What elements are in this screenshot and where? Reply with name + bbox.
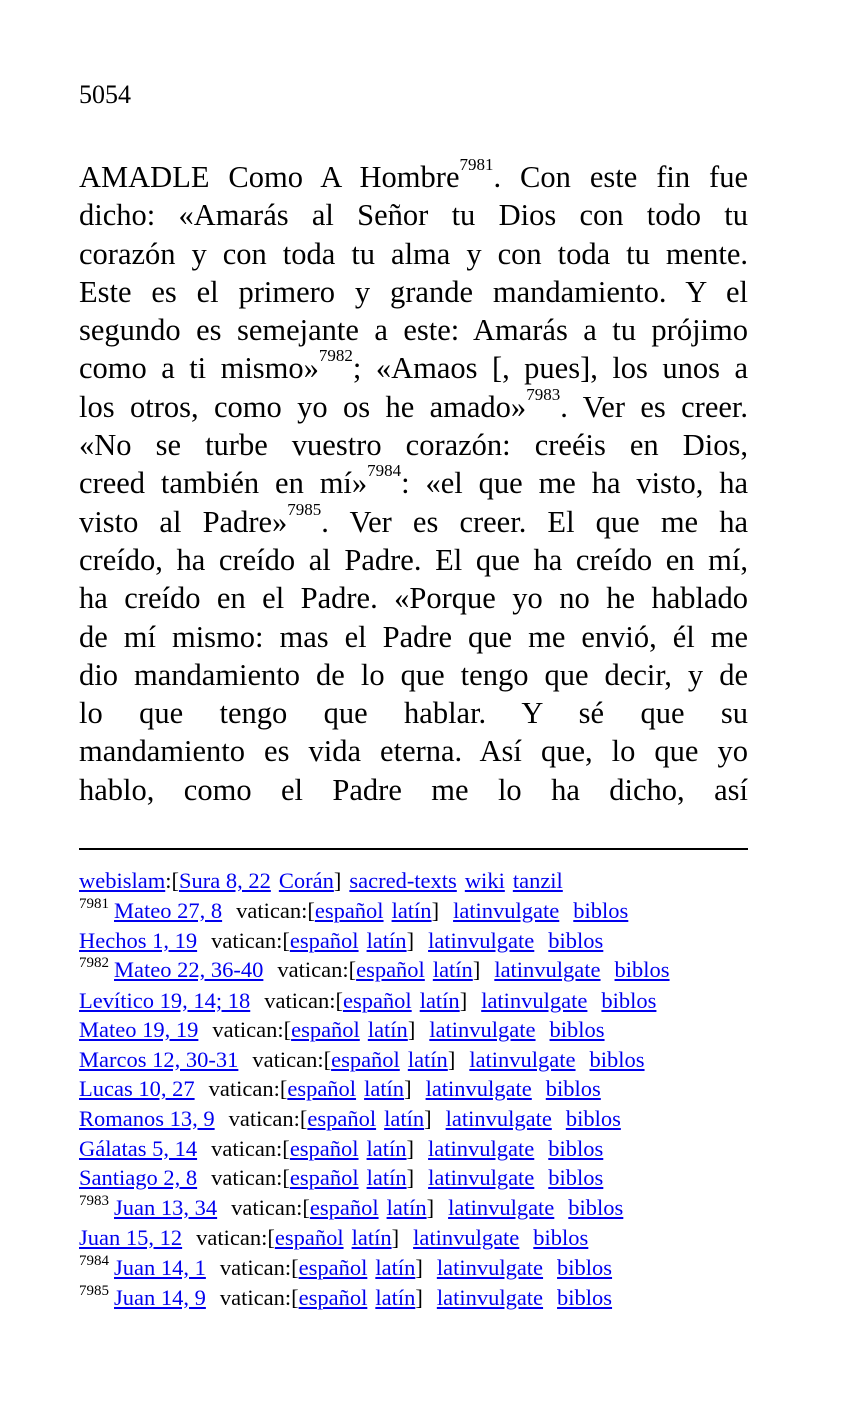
footnote-entry: [79, 1223, 769, 1253]
link-latin[interactable]: latín: [351, 1224, 392, 1250]
link-espanol[interactable]: español: [289, 1165, 359, 1191]
link-latinvulgate[interactable]: latinvulgate: [425, 1076, 532, 1102]
body-text-segment: lo que tengo que hablar. Y sé que su: [79, 696, 748, 731]
vatican-label: vatican:[: [212, 1017, 292, 1043]
link-biblos[interactable]: biblos: [548, 1135, 604, 1161]
vatican-label: vatican:[: [219, 1254, 299, 1280]
vatican-label: vatican:[: [228, 1105, 308, 1131]
link-biblos[interactable]: biblos: [573, 897, 629, 923]
footnote-reference: 7983: [526, 384, 561, 404]
body-line: [79, 656, 748, 694]
vatican-label: vatican:[: [219, 1284, 299, 1310]
body-line: [79, 732, 748, 770]
link-bible-reference[interactable]: Mateo 22, 36-40: [114, 957, 264, 983]
body-text-segment: segundo es semejante a este: Amarás a tu prójimo: [79, 313, 748, 348]
vatican-label: vatican:[: [211, 1165, 290, 1191]
link-biblos[interactable]: biblos: [568, 1194, 624, 1220]
link-latinvulgate[interactable]: latinvulgate: [453, 897, 560, 923]
link-biblos[interactable]: biblos: [548, 927, 604, 953]
link-espanol[interactable]: español: [291, 1017, 360, 1043]
footnote-number: 7985: [79, 1282, 109, 1299]
body-line: [79, 499, 748, 541]
link-espanol[interactable]: español: [331, 1046, 400, 1072]
vatican-label: vatican:[: [211, 927, 290, 953]
footnote-entry: [79, 896, 769, 926]
page-number: 5054: [79, 80, 131, 109]
link-latin[interactable]: latín: [386, 1194, 427, 1220]
link-biblos[interactable]: biblos: [589, 1046, 645, 1072]
close-bracket: ]: [407, 1017, 416, 1043]
link-latinvulgate[interactable]: latinvulgate: [436, 1284, 544, 1310]
vatican-label: vatican:[: [264, 987, 343, 1013]
link-bible-reference[interactable]: Hechos 1, 19: [79, 927, 198, 953]
body-text-segment: dicho: «Amarás al Señor tu Dios con todo tu: [79, 198, 748, 233]
body-line: [79, 426, 748, 464]
close-bracket: ]: [447, 1046, 456, 1072]
link-espanol[interactable]: español: [298, 1254, 368, 1280]
close-bracket: ]: [431, 897, 440, 923]
body-text-segment: los otros, como yo os he amado»: [79, 389, 527, 424]
footnote-entry: [79, 955, 769, 985]
body-text-segment: corazón y con toda tu alma y con toda tu mente.: [79, 236, 748, 271]
footnote-number: 7981: [79, 895, 109, 912]
body-text-segment: . Ver es creer. El que me ha: [321, 504, 748, 539]
vatican-label: vatican:[: [252, 1046, 332, 1072]
link-latinvulgate[interactable]: latinvulgate: [436, 1254, 544, 1280]
close-bracket: ]: [426, 1194, 435, 1220]
body-text-segment: hablo, como el Padre me lo ha dicho, así: [79, 772, 748, 807]
body-text-segment: creed también en mí»: [79, 466, 368, 501]
link-latin[interactable]: latín: [419, 987, 460, 1013]
link-biblos[interactable]: biblos: [557, 1284, 613, 1310]
link-latin[interactable]: latín: [366, 1135, 407, 1161]
link-espanol[interactable]: español: [289, 1135, 359, 1161]
link-espanol[interactable]: español: [287, 1076, 357, 1102]
link-latin[interactable]: latín: [391, 897, 432, 923]
link-espanol[interactable]: español: [314, 897, 384, 923]
body-text-segment: de mí mismo: mas el Padre que me envió, él me: [79, 619, 748, 654]
link-espanol[interactable]: español: [309, 1194, 379, 1220]
link-tanzil[interactable]: tanzil: [512, 868, 563, 893]
footnote-entries: [79, 896, 769, 1313]
link-latin[interactable]: latín: [432, 957, 473, 983]
footnote-entry: [79, 1104, 769, 1134]
footnote-number: 7982: [79, 955, 109, 972]
link-coran[interactable]: Corán: [278, 868, 334, 893]
body-text-segment: dio mandamiento de lo que tengo que decir, y de: [79, 657, 748, 692]
link-espanol[interactable]: español: [307, 1105, 377, 1131]
close-bracket: ]: [406, 1135, 415, 1161]
body-line: [79, 461, 748, 502]
body-text-segment: como a ti mismo»: [79, 351, 319, 386]
footnote-entry: [79, 1015, 769, 1045]
body-text-segment: . Con este fin fue: [493, 160, 748, 194]
body-line: [79, 311, 748, 349]
close-bracket: ]: [406, 1165, 415, 1191]
link-bible-reference[interactable]: Lucas 10, 27: [79, 1076, 195, 1102]
footnote-entry: [79, 1074, 769, 1104]
link-biblos[interactable]: biblos: [545, 1076, 601, 1102]
link-latinvulgate[interactable]: latinvulgate: [428, 1135, 535, 1161]
link-latin[interactable]: latín: [366, 927, 407, 953]
link-bible-reference[interactable]: Mateo 19, 19: [79, 1017, 199, 1043]
link-biblos[interactable]: biblos: [601, 987, 657, 1013]
link-biblos[interactable]: biblos: [533, 1224, 589, 1250]
footnote-entry: [79, 1163, 769, 1193]
body-text-segment: . Ver es creer.: [560, 389, 748, 424]
body-line: [79, 541, 748, 579]
link-biblos[interactable]: biblos: [548, 1165, 604, 1191]
link-espanol[interactable]: español: [356, 957, 425, 983]
link-wiki[interactable]: wiki: [464, 868, 505, 893]
link-latin[interactable]: latín: [375, 1284, 416, 1310]
footnotes: [79, 866, 769, 1313]
link-biblos[interactable]: biblos: [614, 957, 670, 983]
link-bible-reference[interactable]: Marcos 12, 30-31: [79, 1046, 239, 1072]
body-line: [79, 155, 748, 196]
body-text-segment: visto al Padre»: [79, 504, 288, 539]
close-bracket: ]: [406, 927, 415, 953]
footnote-entry: [79, 1045, 769, 1075]
footnote-entry: [79, 1134, 769, 1164]
close-bracket: ]: [459, 987, 468, 1013]
link-bible-reference[interactable]: Juan 13, 34: [114, 1194, 218, 1220]
footnote-reference: 7984: [367, 461, 402, 481]
close-bracket: ]: [415, 1254, 423, 1280]
body-line: [79, 771, 748, 809]
body-line: [79, 273, 748, 311]
body-line: [79, 196, 748, 234]
link-espanol[interactable]: español: [289, 927, 359, 953]
body-text-segment: ha creído en el Padre. «Porque yo no he hablado: [79, 581, 748, 616]
body-text-segment: AMADLE Como A Hombre: [79, 160, 460, 194]
body-text-segment: creído, ha creído al Padre. El que ha creído en mí,: [79, 542, 748, 577]
link-espanol[interactable]: español: [298, 1284, 368, 1310]
close-bracket: ]: [424, 1105, 432, 1131]
close-bracket: ]: [415, 1284, 423, 1310]
body-line: [79, 346, 748, 387]
body-line: [79, 694, 748, 732]
link-latin[interactable]: latín: [367, 1017, 408, 1043]
close-bracket: ]: [404, 1076, 412, 1102]
link-bible-reference[interactable]: Santiago 2, 8: [79, 1165, 198, 1191]
link-biblos[interactable]: biblos: [557, 1254, 613, 1280]
body-text-segment: Este es el primero y grande mandamiento. Y el: [79, 274, 748, 309]
footnote-entry: [79, 986, 769, 1016]
footnote-line-islam: [79, 866, 769, 896]
body-text-segment: ; «Amaos [, pues], los unos a: [352, 351, 748, 386]
link-latin[interactable]: latín: [407, 1046, 448, 1072]
link-espanol[interactable]: español: [274, 1224, 344, 1250]
link-espanol[interactable]: español: [342, 987, 412, 1013]
body-text-segment: : «el que me ha visto, ha: [401, 466, 748, 501]
footnote-entry: [79, 1193, 769, 1223]
footnote-reference: 7985: [287, 499, 322, 519]
footnote-entry: [79, 1283, 769, 1313]
body-text: [79, 155, 748, 809]
body-text-segment: «No se turbe vuestro corazón: creéis en Dios,: [79, 428, 748, 463]
link-webislam[interactable]: webislam: [79, 868, 166, 893]
footnote-reference: 7982: [318, 346, 353, 366]
vatican-label: vatican:[: [236, 897, 315, 923]
body-line: [79, 618, 748, 656]
link-latin[interactable]: latín: [364, 1076, 405, 1102]
link-latin[interactable]: latín: [384, 1105, 425, 1131]
link-bible-reference[interactable]: Gálatas 5, 14: [79, 1135, 198, 1161]
vatican-label: vatican:[: [208, 1076, 288, 1102]
body-line: [79, 384, 748, 426]
link-biblos[interactable]: biblos: [549, 1017, 605, 1043]
link-latinvulgate[interactable]: latinvulgate: [428, 1165, 535, 1191]
close-bracket: ]: [391, 1224, 400, 1250]
link-latinvulgate[interactable]: latinvulgate: [469, 1046, 576, 1072]
link-latinvulgate[interactable]: latinvulgate: [448, 1194, 555, 1220]
vatican-label: vatican:[: [211, 1135, 290, 1161]
link-latin[interactable]: latín: [375, 1254, 416, 1280]
link-bible-reference[interactable]: Juan 15, 12: [79, 1224, 183, 1250]
link-latinvulgate[interactable]: latinvulgate: [445, 1105, 552, 1131]
link-bible-reference[interactable]: Juan 14, 1: [114, 1254, 206, 1280]
separator: :[: [165, 868, 179, 893]
body-line: [79, 235, 748, 273]
link-latinvulgate[interactable]: latinvulgate: [481, 987, 588, 1013]
link-bible-reference[interactable]: Romanos 13, 9: [79, 1105, 215, 1131]
link-bible-reference[interactable]: Juan 14, 9: [114, 1284, 206, 1310]
link-latinvulgate[interactable]: latinvulgate: [494, 957, 601, 983]
close-bracket: ]: [472, 957, 481, 983]
footnote-number: 7983: [79, 1192, 109, 1209]
footnote-reference: 7981: [459, 155, 494, 174]
link-biblos[interactable]: biblos: [565, 1105, 621, 1131]
footnote-divider: [79, 848, 748, 850]
link-latinvulgate[interactable]: latinvulgate: [413, 1224, 520, 1250]
link-latinvulgate[interactable]: latinvulgate: [429, 1017, 536, 1043]
vatican-label: vatican:[: [196, 1224, 275, 1250]
footnote-entry: [79, 926, 769, 956]
close-bracket: ]: [333, 868, 342, 893]
vatican-label: vatican:[: [231, 1194, 310, 1220]
body-line: [79, 579, 748, 617]
link-sacred-texts[interactable]: sacred-texts: [349, 868, 457, 893]
link-sura[interactable]: Sura 8, 22: [178, 868, 271, 893]
link-latinvulgate[interactable]: latinvulgate: [428, 927, 535, 953]
footnote-number: 7984: [79, 1252, 109, 1269]
body-text-segment: mandamiento es vida eterna. Así que, lo que yo: [79, 734, 748, 769]
vatican-label: vatican:[: [277, 957, 357, 983]
link-bible-reference[interactable]: Levítico 19, 14; 18: [79, 987, 251, 1013]
footnote-entry: [79, 1253, 769, 1283]
link-bible-reference[interactable]: Mateo 27, 8: [114, 897, 223, 923]
link-latin[interactable]: latín: [366, 1165, 407, 1191]
